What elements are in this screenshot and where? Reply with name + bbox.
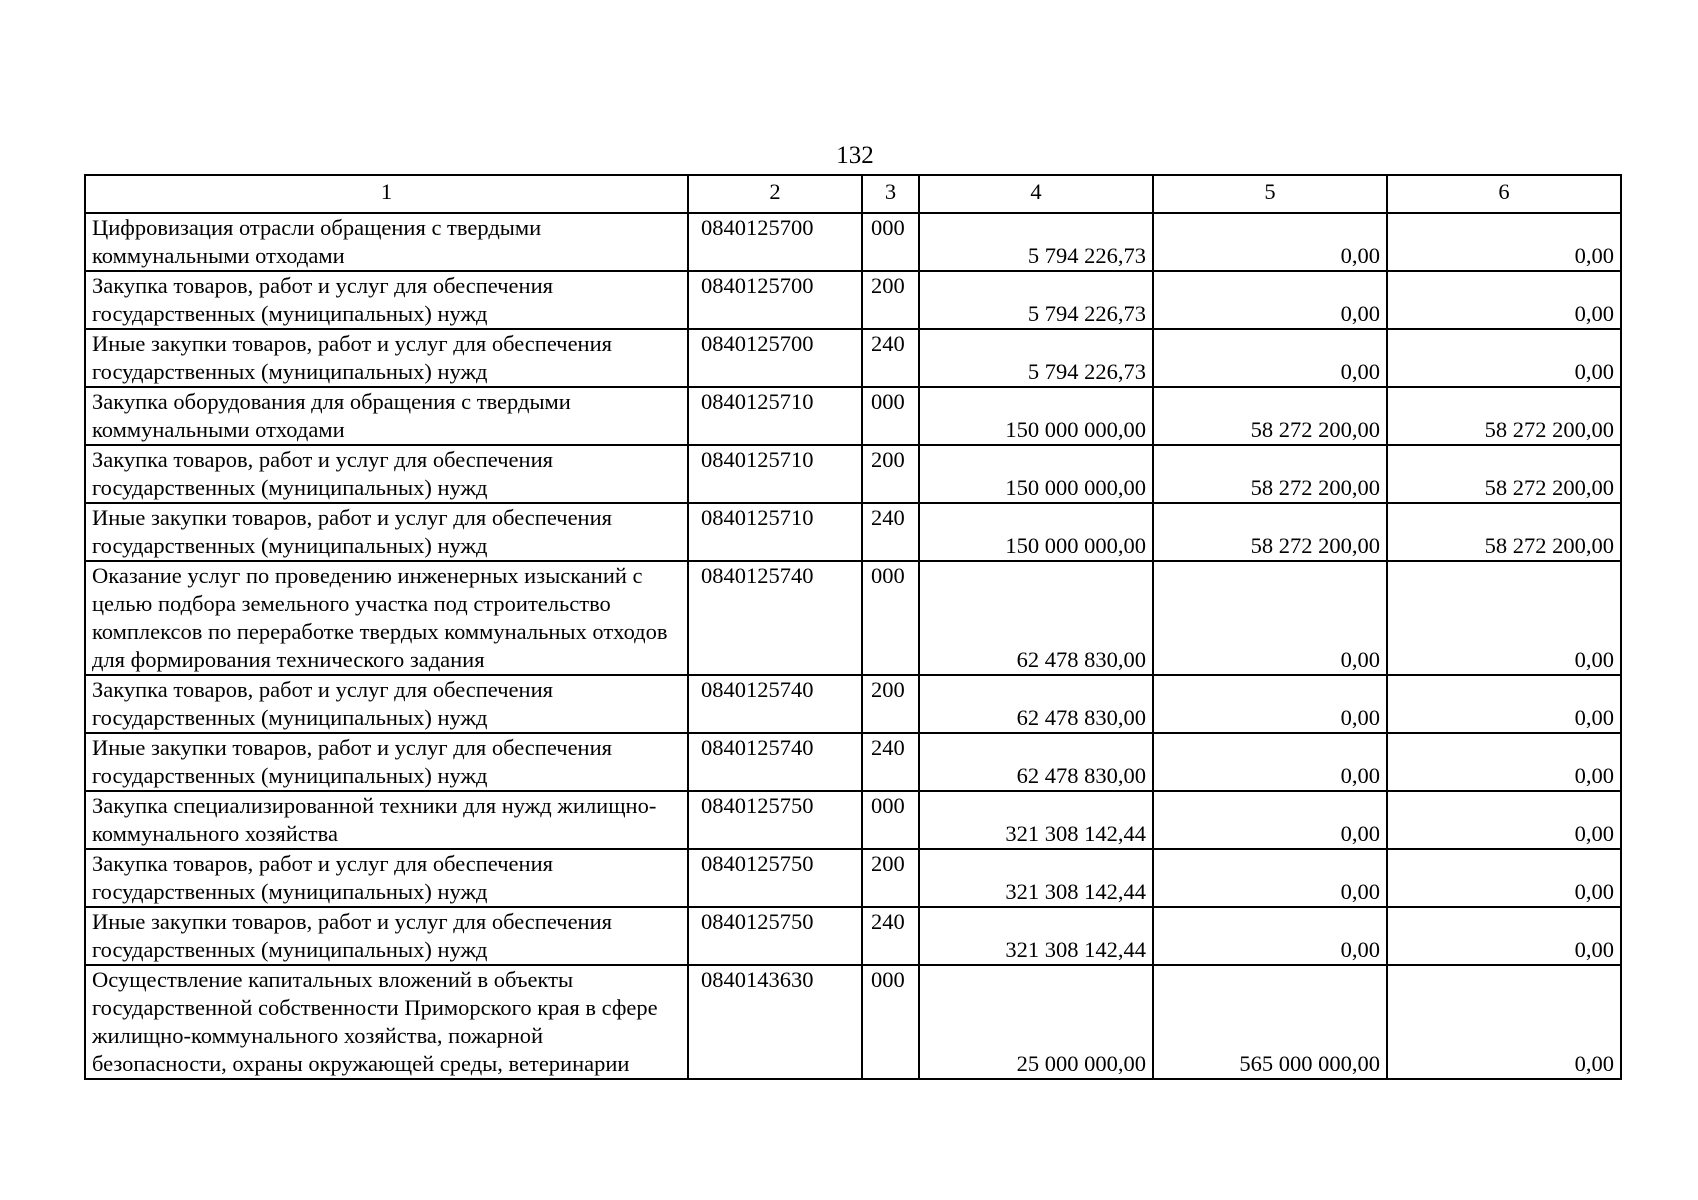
amount-col-4: 150 000 000,00 <box>919 503 1153 561</box>
expense-type-code: 240 <box>862 733 919 791</box>
amount-col-5: 0,00 <box>1153 849 1387 907</box>
target-code-value: 0840125700 <box>701 273 814 298</box>
table-row <box>85 849 1621 907</box>
target-code-value: 0840125750 <box>701 793 814 818</box>
item-name: Иные закупки товаров, работ и услуг для обеспечения государственных (муниципальных) нужд <box>85 907 688 965</box>
item-name: Иные закупки товаров, работ и услуг для обеспечения государственных (муниципальных) нужд <box>85 503 688 561</box>
item-name: Осуществление капитальных вложений в объекты государственной собственности Приморского края в сфере жилищно-коммунального хозяйства, пожарной безопасности, охраны окружающей среды, ветеринарии <box>85 965 688 1079</box>
target-code-value: 0840125740 <box>701 563 814 588</box>
amount-col-4: 150 000 000,00 <box>919 445 1153 503</box>
table-row <box>85 907 1621 965</box>
expense-type-code: 000 <box>862 213 919 271</box>
amount-col-4: 62 478 830,00 <box>919 733 1153 791</box>
target-code <box>688 329 862 387</box>
amount-col-6: 58 272 200,00 <box>1387 445 1621 503</box>
expense-type-code: 200 <box>862 849 919 907</box>
table-header <box>85 175 1621 213</box>
item-name: Закупка специализированной техники для нужд жилищно-коммунального хозяйства <box>85 791 688 849</box>
expense-type-code: 200 <box>862 445 919 503</box>
target-code <box>688 965 862 1079</box>
target-code <box>688 675 862 733</box>
item-name: Закупка товаров, работ и услуг для обеспечения государственных (муниципальных) нужд <box>85 849 688 907</box>
table-row <box>85 213 1621 271</box>
table-row <box>85 561 1621 675</box>
amount-col-4: 62 478 830,00 <box>919 675 1153 733</box>
column-header-2: 2 <box>688 175 862 213</box>
amount-col-5: 0,00 <box>1153 213 1387 271</box>
amount-col-5: 0,00 <box>1153 733 1387 791</box>
target-code-value: 0840125710 <box>701 389 814 414</box>
expense-type-code: 000 <box>862 791 919 849</box>
amount-col-5: 58 272 200,00 <box>1153 445 1387 503</box>
table-row <box>85 733 1621 791</box>
amount-col-5: 0,00 <box>1153 675 1387 733</box>
amount-col-5: 0,00 <box>1153 271 1387 329</box>
target-code-value: 0840125710 <box>701 447 814 472</box>
amount-col-5: 0,00 <box>1153 907 1387 965</box>
expense-type-code: 200 <box>862 271 919 329</box>
amount-col-6: 0,00 <box>1387 849 1621 907</box>
target-code-value: 0840125710 <box>701 505 814 530</box>
target-code <box>688 271 862 329</box>
amount-col-4: 150 000 000,00 <box>919 387 1153 445</box>
amount-col-6: 0,00 <box>1387 733 1621 791</box>
item-name: Иные закупки товаров, работ и услуг для обеспечения государственных (муниципальных) нужд <box>85 329 688 387</box>
expense-type-code: 000 <box>862 965 919 1079</box>
table-row <box>85 445 1621 503</box>
amount-col-5: 0,00 <box>1153 791 1387 849</box>
amount-col-6: 0,00 <box>1387 213 1621 271</box>
item-name: Закупка оборудования для обращения с твердыми коммунальными отходами <box>85 387 688 445</box>
target-code <box>688 561 862 675</box>
page-number: 132 <box>836 142 874 169</box>
table-row <box>85 503 1621 561</box>
target-code-value: 0840125750 <box>701 909 814 934</box>
amount-col-5: 58 272 200,00 <box>1153 503 1387 561</box>
column-header-3: 3 <box>862 175 919 213</box>
table-row <box>85 271 1621 329</box>
column-header-1: 1 <box>85 175 688 213</box>
amount-col-6: 0,00 <box>1387 791 1621 849</box>
target-code <box>688 733 862 791</box>
table-row <box>85 791 1621 849</box>
target-code-value: 0840125740 <box>701 735 814 760</box>
table-row <box>85 965 1621 1079</box>
amount-col-6: 0,00 <box>1387 907 1621 965</box>
target-code <box>688 387 862 445</box>
amount-col-4: 5 794 226,73 <box>919 329 1153 387</box>
amount-col-6: 0,00 <box>1387 965 1621 1079</box>
amount-col-4: 321 308 142,44 <box>919 791 1153 849</box>
target-code-value: 0840125740 <box>701 677 814 702</box>
amount-col-4: 321 308 142,44 <box>919 849 1153 907</box>
column-header-6: 6 <box>1387 175 1621 213</box>
budget-table <box>84 174 1622 1080</box>
expense-type-code: 000 <box>862 387 919 445</box>
target-code-value: 0840143630 <box>701 967 814 992</box>
amount-col-6: 0,00 <box>1387 271 1621 329</box>
expense-type-code: 200 <box>862 675 919 733</box>
target-code-value: 0840125700 <box>701 331 814 356</box>
target-code-value: 0840125750 <box>701 851 814 876</box>
item-name: Закупка товаров, работ и услуг для обеспечения государственных (муниципальных) нужд <box>85 271 688 329</box>
item-name: Иные закупки товаров, работ и услуг для обеспечения государственных (муниципальных) нужд <box>85 733 688 791</box>
amount-col-4: 25 000 000,00 <box>919 965 1153 1079</box>
target-code <box>688 445 862 503</box>
amount-col-4: 62 478 830,00 <box>919 561 1153 675</box>
target-code <box>688 503 862 561</box>
target-code <box>688 849 862 907</box>
amount-col-5: 0,00 <box>1153 561 1387 675</box>
column-header-5: 5 <box>1153 175 1387 213</box>
target-code <box>688 213 862 271</box>
expense-type-code: 240 <box>862 329 919 387</box>
item-name: Закупка товаров, работ и услуг для обеспечения государственных (муниципальных) нужд <box>85 445 688 503</box>
table-body <box>85 213 1621 1079</box>
table-row <box>85 387 1621 445</box>
expense-type-code: 000 <box>862 561 919 675</box>
amount-col-4: 5 794 226,73 <box>919 271 1153 329</box>
amount-col-4: 321 308 142,44 <box>919 907 1153 965</box>
item-name: Оказание услуг по проведению инженерных изысканий с целью подбора земельного участка под строительство комплексов по переработке твердых коммунальных отходов для формирования технического задания <box>85 561 688 675</box>
item-name: Закупка товаров, работ и услуг для обеспечения государственных (муниципальных) нужд <box>85 675 688 733</box>
table-row <box>85 329 1621 387</box>
amount-col-5: 58 272 200,00 <box>1153 387 1387 445</box>
amount-col-6: 58 272 200,00 <box>1387 503 1621 561</box>
amount-col-4: 5 794 226,73 <box>919 213 1153 271</box>
amount-col-5: 565 000 000,00 <box>1153 965 1387 1079</box>
target-code <box>688 907 862 965</box>
amount-col-6: 0,00 <box>1387 675 1621 733</box>
table-row <box>85 675 1621 733</box>
amount-col-6: 58 272 200,00 <box>1387 387 1621 445</box>
expense-type-code: 240 <box>862 503 919 561</box>
item-name: Цифровизация отрасли обращения с твердыми коммунальными отходами <box>85 213 688 271</box>
target-code <box>688 791 862 849</box>
column-header-4: 4 <box>919 175 1153 213</box>
amount-col-6: 0,00 <box>1387 561 1621 675</box>
amount-col-6: 0,00 <box>1387 329 1621 387</box>
target-code-value: 0840125700 <box>701 215 814 240</box>
expense-type-code: 240 <box>862 907 919 965</box>
amount-col-5: 0,00 <box>1153 329 1387 387</box>
